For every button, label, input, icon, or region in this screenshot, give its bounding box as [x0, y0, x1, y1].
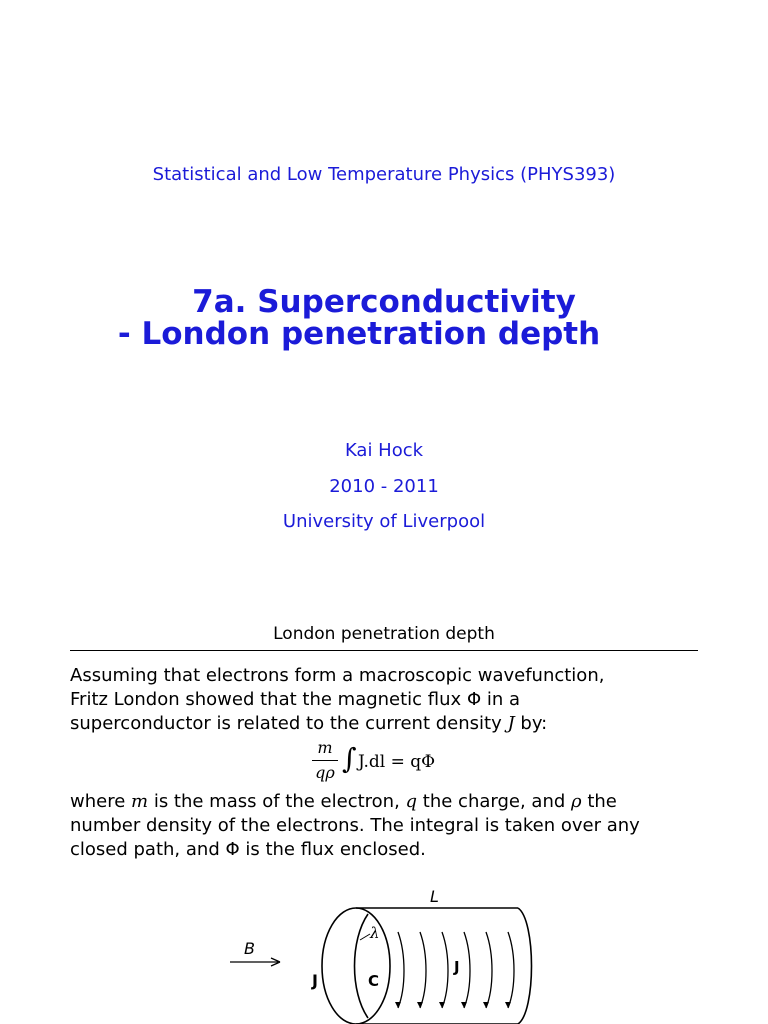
definitions-paragraph — [70, 790, 710, 862]
author-name: Kai Hock — [344, 440, 424, 461]
definitions-line-2: number density of the electrons. The integral is taken over any — [70, 815, 640, 836]
penetration-ellipse — [355, 914, 369, 1018]
lecture-title-line2: - London penetration depth — [117, 316, 601, 352]
intro-paragraph — [70, 664, 710, 736]
course-title: Statistical and Low Temperature Physics (PHYS393) — [152, 164, 616, 185]
superconductor-cylinder-figure — [220, 880, 550, 1024]
label-L: L — [430, 887, 439, 906]
definitions-line-3: closed path, and Φ is the flux enclosed. — [70, 839, 426, 860]
cylinder-end-ellipse — [322, 908, 390, 1024]
equation-body: J.dl = qΦ — [358, 752, 436, 772]
academic-years: 2010 - 2011 — [329, 476, 439, 497]
section-title: London penetration depth — [273, 624, 495, 644]
definitions-line-1: where m is the mass of the electron, q the charge, and ρ the — [70, 791, 617, 812]
integral-sign: ∫ — [342, 742, 357, 775]
current-arrowheads — [395, 1002, 511, 1008]
section-divider — [70, 650, 698, 651]
fraction-bar — [312, 760, 338, 761]
institution: University of Liverpool — [282, 511, 486, 532]
equation-denominator: qρ — [315, 763, 335, 782]
label-lambda: λ — [370, 924, 380, 942]
equation-fraction — [312, 738, 338, 783]
equation-numerator: m — [317, 738, 333, 757]
lecture-title-line1: 7a. Superconductivity — [192, 284, 576, 320]
intro-line-2: Fritz London showed that the magnetic flux Φ in a — [70, 689, 520, 710]
lecture-title — [0, 286, 768, 350]
label-J-left: J — [312, 971, 318, 990]
label-J-right: J — [454, 958, 460, 976]
intro-line-1: Assuming that electrons form a macroscopic wavefunction, — [70, 665, 605, 686]
cylinder-right-end — [518, 908, 532, 1024]
lambda-pointer — [360, 934, 370, 940]
label-B: B — [244, 939, 255, 958]
intro-line-3: superconductor is related to the current density J by: — [70, 713, 548, 734]
label-C: C — [368, 972, 380, 990]
london-flux-equation — [312, 736, 472, 792]
